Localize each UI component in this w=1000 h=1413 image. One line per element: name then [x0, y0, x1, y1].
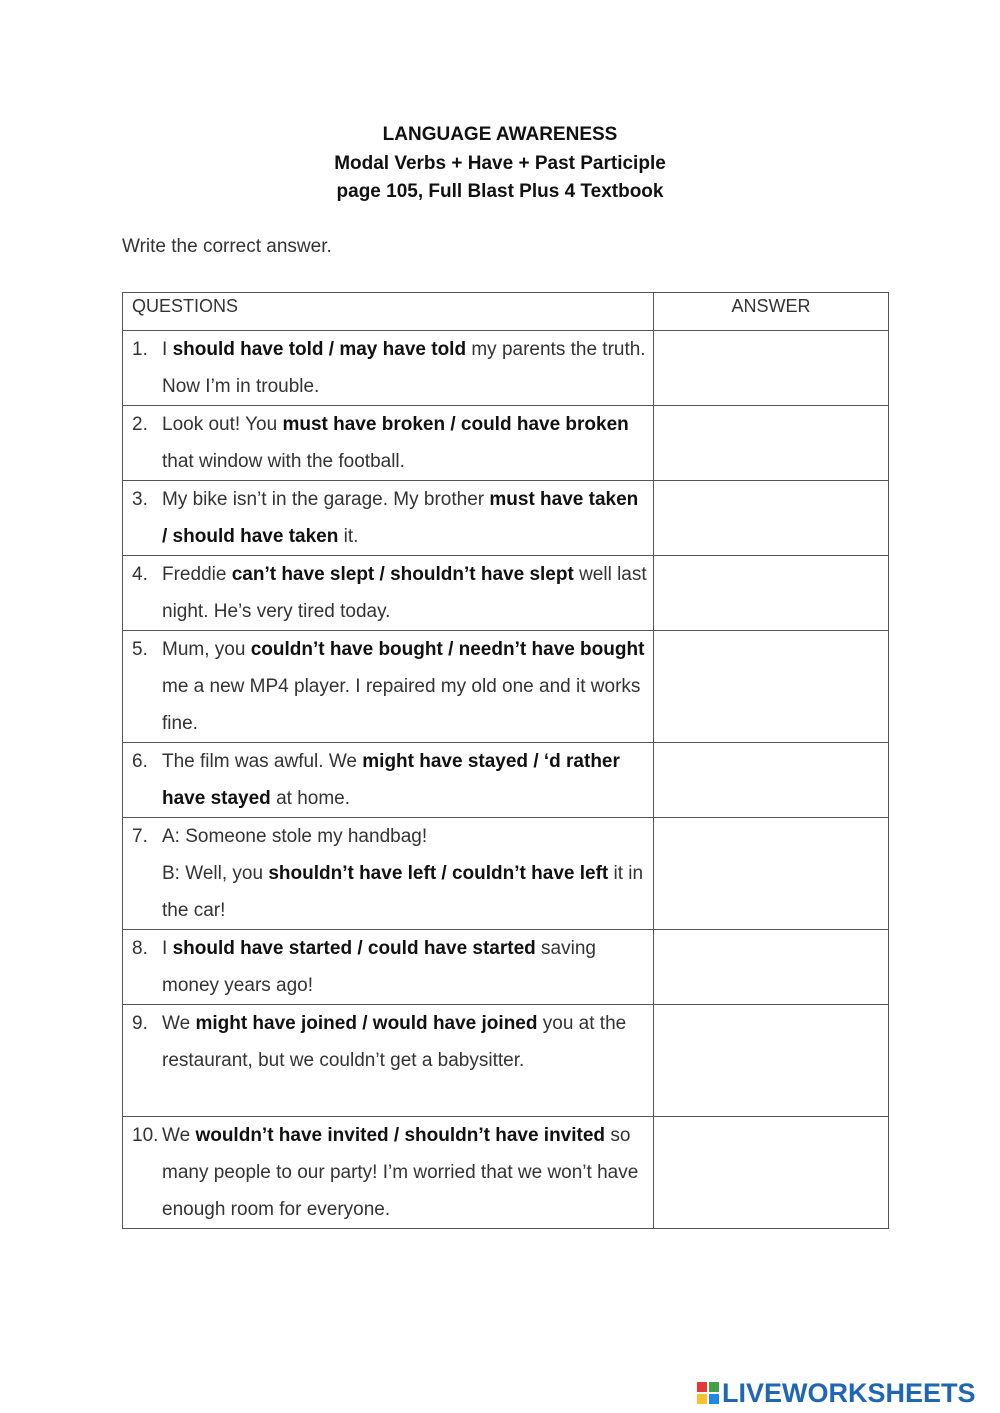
modal-options: wouldn’t have invited / shouldn’t have invited — [195, 1125, 606, 1146]
modal-options: might have joined / would have joined — [195, 1013, 538, 1034]
question-number: 8. — [132, 938, 148, 959]
table-header-row — [123, 293, 889, 331]
modal-options: must have taken / should have taken — [162, 489, 639, 547]
question-text: A: Someone stole my handbag! — [162, 826, 428, 847]
question-number: 9. — [132, 1013, 148, 1034]
question-number: 1. — [132, 339, 148, 360]
answer-cell[interactable] — [654, 930, 889, 1005]
answer-cell[interactable] — [654, 406, 889, 481]
question-text: My bike isn’t in the garage. My brother — [162, 489, 490, 510]
answer-cell[interactable] — [654, 1117, 889, 1229]
question-cell — [123, 818, 654, 930]
question-text: it. — [338, 526, 359, 547]
table-row — [123, 631, 889, 743]
question-text: Look out! You — [162, 414, 283, 435]
answer-cell[interactable] — [654, 1005, 889, 1117]
question-text: my parents the truth. Now I’m in trouble. — [162, 339, 646, 397]
liveworksheets-logo — [697, 1378, 976, 1408]
question-cell — [123, 1005, 654, 1117]
question-number: 4. — [132, 564, 148, 585]
logo-square — [709, 1382, 719, 1392]
question-number: 7. — [132, 826, 148, 847]
table-row — [123, 406, 889, 481]
question-text: The film was awful. We — [162, 751, 363, 772]
question-text: Mum, you — [162, 639, 251, 660]
question-cell — [123, 406, 654, 481]
question-cell — [123, 331, 654, 406]
logo-square — [709, 1394, 719, 1404]
question-text: me a new MP4 player. I repaired my old one and it works fine. — [162, 676, 641, 734]
question-text: We — [162, 1125, 196, 1146]
answer-cell[interactable] — [654, 481, 889, 556]
question-text: I — [162, 339, 173, 360]
question-text: I — [162, 938, 173, 959]
questions-column-header: QUESTIONS — [123, 293, 654, 331]
table-row — [123, 818, 889, 930]
modal-options: might have stayed / ‘d rather have stayed — [162, 751, 620, 809]
table-row — [123, 1005, 889, 1117]
question-cell — [123, 631, 654, 743]
table-row — [123, 556, 889, 631]
question-text: that window with the football. — [162, 451, 405, 472]
question-cell — [123, 743, 654, 818]
worksheet-subtitle: Modal Verbs + Have + Past Participle — [334, 152, 666, 174]
question-cell — [123, 1117, 654, 1229]
question-number: 10. — [132, 1125, 159, 1146]
logo-square — [697, 1394, 707, 1404]
question-text: so many people to our party! I’m worried that we won’t have enough room for everyone. — [162, 1125, 639, 1220]
brand-name: LIVEWORKSHEETS — [722, 1377, 976, 1408]
modal-options: should have told / may have told — [172, 339, 467, 360]
question-cell — [123, 556, 654, 631]
question-text: B: Well, you — [162, 863, 269, 884]
worksheet-header — [0, 121, 1000, 207]
table-row — [123, 331, 889, 406]
answer-column-header: ANSWER — [654, 293, 889, 331]
question-number: 2. — [132, 414, 148, 435]
modal-options: couldn’t have bought / needn’t have bought — [250, 639, 645, 660]
question-text: Freddie — [162, 564, 232, 585]
question-text: We — [162, 1013, 196, 1034]
table-row — [123, 481, 889, 556]
question-cell — [123, 930, 654, 1005]
modal-options: can’t have slept / shouldn’t have slept — [231, 564, 574, 585]
question-number: 6. — [132, 751, 148, 772]
modal-options: must have broken / could have broken — [282, 414, 629, 435]
logo-icon — [697, 1382, 719, 1404]
question-cell — [123, 481, 654, 556]
logo-square — [697, 1382, 707, 1392]
answer-cell[interactable] — [654, 556, 889, 631]
question-text: well last night. He’s very tired today. — [162, 564, 647, 622]
question-number: 5. — [132, 639, 148, 660]
worksheet-source: page 105, Full Blast Plus 4 Textbook — [336, 181, 664, 202]
answer-cell[interactable] — [654, 631, 889, 743]
table-row — [123, 1117, 889, 1229]
questions-table — [122, 292, 889, 1229]
modal-options: shouldn’t have left / couldn’t have left — [268, 863, 609, 884]
answer-cell[interactable] — [654, 818, 889, 930]
worksheet-title: LANGUAGE AWARENESS — [382, 124, 618, 145]
question-text: you at the restaurant, but we couldn’t get a babysitter. — [162, 1013, 627, 1071]
answer-cell[interactable] — [654, 331, 889, 406]
question-text: it in the car! — [162, 863, 644, 921]
table-row — [123, 930, 889, 1005]
table-row — [123, 743, 889, 818]
question-text: at home. — [270, 788, 351, 809]
question-number: 3. — [132, 489, 148, 510]
modal-options: should have started / could have started — [172, 938, 536, 959]
answer-cell[interactable] — [654, 743, 889, 818]
instruction-text: Write the correct answer. — [122, 236, 332, 257]
question-text: saving money years ago! — [162, 938, 596, 996]
